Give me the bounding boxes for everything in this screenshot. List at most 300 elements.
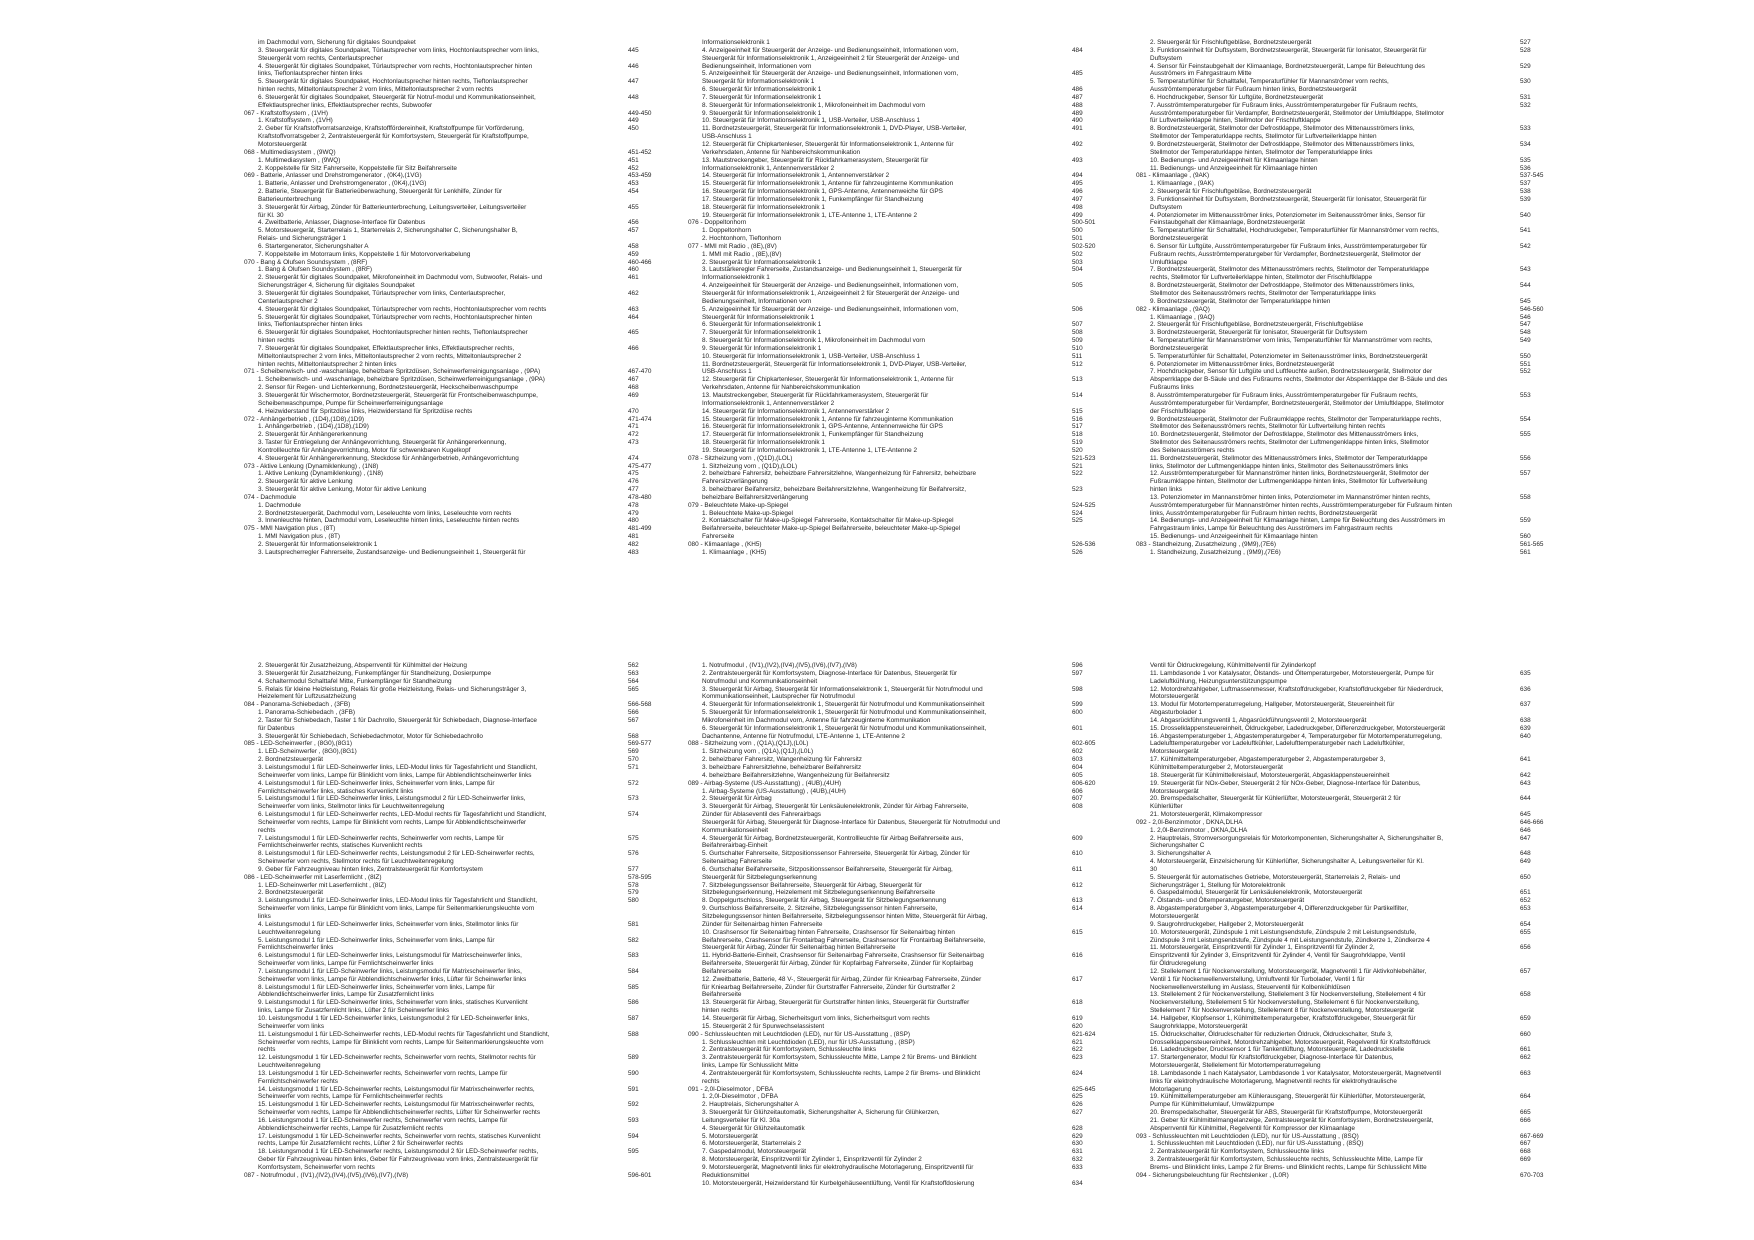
page-number	[1072, 384, 1132, 392]
entry-text: 15. Öldruckschalter, Öldruckschalter für reduzierten Öldruck, Öldruckschalter, Stufe 3,	[1150, 1030, 1393, 1038]
index-section-heading	[1136, 1132, 1580, 1141]
page-number	[628, 321, 688, 329]
entry-text: 5. Temperaturfühler für Schalttafel, Temperaturfühler für Mannanströmer vorn rechts,	[1150, 78, 1389, 86]
entry-text: Leuchtweitenregelung	[258, 1062, 321, 1070]
page-number: 657	[1520, 967, 1531, 975]
index-entry	[258, 1101, 688, 1109]
page-number: 617	[1072, 975, 1083, 983]
index-entry	[258, 188, 688, 196]
entry-text: Stellelement 7 für Nockenverstellung, Stellelement 8 für Nockenverstellung, Motorsteuergerät	[1150, 1007, 1414, 1015]
entry-text: 16. Ladedruckgeber, Drucksensor 1 für Tankentlüftung, Motorsteuergerät, Ladedruckstelle	[1150, 1046, 1405, 1054]
page-number: 560	[1520, 533, 1531, 541]
entry-text: 3. Zentralsteuergerät für Komfortsystem, Schlussleuchte Mitte, Lampe 2 für Brems- und Blinklicht	[702, 1054, 977, 1062]
entry-text: 082 - Klimaanlage , (9AQ)	[1136, 305, 1210, 313]
page-number: 527	[1520, 39, 1531, 46]
page-number: 614	[1072, 905, 1083, 913]
entry-text: 16. Leistungsmodul 1 für LED-Scheinwerfer rechts, Scheinwerfer vorn rechts, Lampe für	[258, 1116, 508, 1124]
entry-text: links, Ausströmtemperaturgeber für Fußraum hinten rechts, Bordnetzsteuergerät	[1150, 509, 1377, 517]
entry-text: der Frischluftklappe	[1150, 407, 1206, 415]
index-entry	[1150, 525, 1580, 533]
entry-text: Fernlichtscheinwerfer links, statisches Kurvenlicht links	[258, 787, 414, 795]
index-entry	[702, 533, 1132, 541]
index-entry	[702, 376, 1132, 384]
page-number: 456	[628, 219, 639, 227]
entry-text: 3. Steuergerät für Schiebedach, Schiebedachmotor, Motor für Schiebedachrollo	[258, 732, 483, 740]
page-number	[1072, 1007, 1132, 1015]
entry-text: 9. Bordnetzsteuergerät, Stellmotor der Fußraumklappe rechts, Stellmotor der Temperaturklappe rechts,	[1150, 415, 1442, 423]
page-number: 613	[1072, 897, 1083, 905]
page-number: 633	[1072, 1164, 1083, 1171]
page-number	[628, 905, 688, 913]
page-number: 670-703	[1520, 1171, 1544, 1179]
entry-text: 085 - LED-Scheinwerfer , (8G0),(8G1)	[244, 740, 352, 748]
page-number: 455	[628, 203, 639, 211]
index-entry	[258, 1070, 688, 1078]
page-number	[1520, 999, 1580, 1007]
page-number	[1072, 717, 1132, 725]
index-entry	[702, 282, 1132, 290]
page-number: 528	[1520, 46, 1531, 54]
index-entry	[702, 709, 1132, 717]
page-number: 531	[1520, 93, 1531, 101]
index-entry	[258, 858, 688, 866]
index-entry	[258, 361, 688, 369]
entry-text: Scheinwerfer vorn links	[258, 1022, 325, 1030]
entry-text: 12. Zweitbatterie, Batterie, 48 V-, Steuergerät für Airbag, Zünder für Kniearbag Fahrerseite, Zünder	[702, 975, 982, 983]
page-number	[1520, 764, 1580, 772]
page-number: 593	[628, 1116, 639, 1124]
index-entry	[258, 227, 688, 235]
index-entry	[1150, 227, 1580, 235]
entry-text: Ausströmers im Fahrgastraum Mitte	[1150, 70, 1252, 78]
page-number	[1520, 984, 1580, 992]
index-entry	[1150, 470, 1580, 478]
index-entry	[1150, 63, 1580, 71]
index-entry	[702, 227, 1132, 235]
entry-text: Absperrventil für Kühlmittel, Regelventil für Kompressor der Klimaanlage	[1150, 1124, 1355, 1132]
entry-text: Verkehrsdaten, Antenne für Nahbereichskommunikation	[702, 148, 861, 156]
entry-text: 7. Ausströmtemperaturgeber für Fußraum links, Ausströmtemperaturgeber für Fußraum rechts,	[1150, 101, 1418, 109]
page-number: 484	[1072, 46, 1083, 54]
page-number: 523	[1072, 486, 1083, 494]
page-number	[1520, 866, 1580, 874]
index-entry	[702, 337, 1132, 345]
page-number: 564	[628, 677, 639, 685]
index-entry	[702, 866, 1132, 874]
index-entry	[702, 525, 1132, 533]
entry-text: 1. Klimaanlage , (9AK)	[1150, 180, 1214, 188]
page-number	[1520, 149, 1580, 157]
entry-text: Scheinwerfer vorn links, Lampe für Fernlichtscheinwerfer links	[258, 960, 434, 968]
entry-text: Informationselektronik 1	[702, 274, 770, 282]
entry-text: Sitzbelegungssensor hinten Beifahrerseite, Sitzbelegungssensor hinten Mitte, Steuergerät für Airbag,	[702, 913, 988, 920]
entry-text: 2. Steuergerät für Zusatzheizung, Absperrventil für Kühlmittel der Heizung	[258, 662, 467, 669]
entry-text: Beifahrerairbag-Einheit	[702, 842, 768, 850]
index-entry	[1150, 345, 1580, 353]
page-number	[1072, 960, 1132, 968]
page-number	[1072, 298, 1132, 306]
index-entry	[702, 212, 1132, 220]
page-number	[628, 819, 688, 827]
entry-text: Scheinwerfer vorn links, Lampe für Blinklicht vorn links, Lampe für Abblendlichtscheinwerfer links	[258, 771, 532, 779]
index-entry	[258, 314, 688, 322]
entry-text: 5. Motorsteuergerät	[702, 1132, 758, 1140]
index-entry	[702, 478, 1132, 486]
page-number: 626	[1072, 1101, 1083, 1109]
page-number	[1520, 463, 1580, 471]
entry-text: 3. Steuergerät für Airbag, Zünder für Batterieunterbrechung, Leitungsverteiler, Leitungsverteiler	[258, 203, 527, 211]
entry-text: 093 - Schlussleuchten mit Leuchtdioden (LED), nur für US-Ausstattung , (8SQ)	[1136, 1132, 1359, 1140]
index-entry	[258, 541, 688, 549]
entry-text: 2. Koppelstelle für Sitz Fahrerseite, Koppelstelle für Sitz Beifahrerseite	[258, 164, 457, 172]
index-entry	[1150, 1031, 1580, 1039]
entry-text: 2. Batterie, Steuergerät für Batterieüberwachung, Steuergerät für Lenkhilfe, Zünder für	[258, 188, 503, 196]
index-entry	[258, 141, 688, 149]
page-number: 544	[1520, 282, 1531, 290]
page-number: 502-520	[1072, 242, 1096, 250]
page-number	[1520, 740, 1580, 748]
index-entry	[258, 1062, 688, 1070]
index-entry	[258, 709, 688, 717]
index-entry	[1150, 259, 1580, 267]
page-number: 630	[1072, 1140, 1083, 1148]
page-number: 500	[1072, 227, 1083, 235]
entry-text: 14. Steuergerät für Informationselektronik 1, Antennenverstärker 2	[702, 172, 890, 180]
page-number: 519	[1072, 439, 1083, 447]
page-number	[1520, 219, 1580, 227]
page-number	[628, 858, 688, 866]
index-entry	[1150, 842, 1580, 850]
page-number	[1520, 439, 1580, 447]
index-section-heading	[688, 1085, 1132, 1094]
page-number: 459	[628, 250, 639, 258]
entry-text: Ausströmtemperaturgeber für Verdampfer, Bordnetzsteuergerät, Stellmotor der Umluftklappe, Stellmotor	[1150, 399, 1445, 407]
page-number: 655	[1520, 928, 1531, 936]
page-number: 600	[1072, 709, 1083, 717]
entry-text: links, Lampe für Zusatzfernlicht links, Lüfter 2 für Scheinwerfer links	[258, 1007, 450, 1015]
index-entry	[702, 510, 1132, 518]
index-section-heading	[688, 541, 1132, 549]
page-number: 660	[1520, 1030, 1531, 1038]
page-number: 530	[1520, 78, 1531, 86]
page-number: 481-499	[628, 525, 652, 533]
entry-text: Bedienungseinheit, Informationen vorn	[702, 297, 812, 305]
page-number	[628, 282, 688, 290]
index-entry	[258, 937, 688, 945]
entry-text: Saugrohrklappe, Motorsteuergerät	[1150, 1022, 1248, 1030]
entry-text: 1. Kraftstoffsystem , (1VH)	[258, 117, 333, 125]
index-entry	[702, 314, 1132, 322]
entry-text: 4. Steuergerät für Airbag, Bordnetzsteuergerät, Kontrollleuchte für Airbag Beifahrerseite aus,	[702, 834, 964, 842]
entry-text: Duftsystem	[1150, 54, 1182, 62]
page-number	[1072, 314, 1132, 322]
entry-text: 5. Steuergerät für Informationselektronik 1, Steuergerät für Notrufmodul und Kommunikationseinheit,	[702, 709, 987, 717]
entry-text: 5. Anzeigeeinheit für Steuergerät der Anzeige- und Bedienungseinheit, Informationen vorn,	[702, 305, 959, 313]
page-number: 478	[628, 501, 639, 509]
page-number: 586	[628, 999, 639, 1007]
page-number: 545	[1520, 297, 1531, 305]
index-entry	[1150, 423, 1580, 431]
index-entry	[258, 1125, 688, 1133]
entry-text: 089 - Airbag-Systeme (US-Ausstattung) , (4UB),(4UH)	[688, 779, 842, 787]
page-number: 664	[1520, 1093, 1531, 1101]
index-entry	[258, 929, 688, 937]
page-number: 648	[1520, 850, 1531, 858]
page-number	[628, 1093, 688, 1101]
page-number: 622	[1072, 1046, 1083, 1054]
entry-text: 4. Steuergerät für Glühzeitautomatik	[702, 1124, 805, 1132]
entry-text: Motorsteuergerät	[1150, 913, 1199, 920]
index-entry	[1150, 1023, 1580, 1031]
entry-text: 7. Steuergerät für Informationselektronik 1	[702, 93, 822, 101]
entry-text: 3. beheizbare Fahrersitzlehne, beheizbarer Beifahrersitz	[702, 763, 862, 771]
page-number	[1520, 525, 1580, 533]
page-number: 567	[628, 716, 639, 724]
index-entry	[1150, 1125, 1580, 1133]
page-number	[1520, 274, 1580, 282]
index-entry	[1150, 274, 1580, 282]
index-entry	[258, 842, 688, 850]
page-number	[1072, 733, 1132, 741]
page-number: 465	[628, 329, 639, 337]
index-entry	[702, 204, 1132, 212]
index-entry	[702, 298, 1132, 306]
index-entry	[1150, 1054, 1580, 1062]
page-number: 646	[1520, 826, 1531, 834]
page-number	[1072, 921, 1132, 929]
page-number: 498	[1072, 203, 1083, 211]
entry-text: 092 - 2,0l-Benzinmotor , DKNA,DLHA	[1136, 818, 1243, 826]
page-number: 542	[1520, 242, 1531, 250]
entry-text: 10. Steuergerät für Informationselektronik 1, USB-Verteiler, USB-Anschluss 1	[702, 117, 921, 125]
entry-text: 4. Steuergerät für Anhängererkennung, Steckdose für Anhängerbetrieb, Anhängevorrichtung	[258, 454, 519, 462]
page-number: 596	[1072, 662, 1083, 669]
page-number	[1520, 510, 1580, 518]
entry-text: 3. Lautstärkeregler Fahrerseite, Zustandsanzeige- und Bedienungseinheit 1, Steuergerät für	[702, 266, 963, 274]
index-entry	[258, 502, 688, 510]
index-entry	[1150, 999, 1580, 1007]
entry-text: 1. Dachmodule	[258, 501, 301, 509]
index-entry	[702, 165, 1132, 173]
page-number	[1072, 874, 1132, 882]
page-number	[1520, 1007, 1580, 1015]
entry-text: 5. Steuergerät für automatisches Getriebe, Motorsteuergerät, Starterrelais 2, Relais- und	[1150, 873, 1401, 881]
index-entry	[258, 1093, 688, 1101]
page-number	[1520, 1039, 1580, 1047]
index-entry	[258, 835, 688, 843]
index-entry	[258, 337, 688, 345]
index-entry	[1150, 517, 1580, 525]
index-entry	[258, 827, 688, 835]
entry-text: 6. Startergenerator, Sicherungshalter A	[258, 242, 369, 250]
index-entry	[1150, 94, 1580, 102]
index-section-heading	[688, 219, 1132, 227]
index-entry	[1150, 439, 1580, 447]
index-entry	[702, 827, 1132, 835]
entry-text: 2. Hochtonhorn, Tieftonhorn	[702, 235, 782, 243]
entry-text: 21. Geber für Kühlmittelmangelanzeige, Zentralsteuergerät für Komfortsystem, Bordnetzsteuergerät,	[1150, 1116, 1434, 1124]
page-number: 624	[1072, 1069, 1083, 1077]
entry-text: Scheinwerfer vorn rechts, Lampe für Blinklicht vorn rechts, Lampe für Abblendlichtscheinwerfer	[258, 818, 527, 826]
page-number	[1520, 408, 1580, 416]
page-number: 579	[628, 889, 639, 897]
index-entry	[702, 157, 1132, 165]
entry-text: 6. Potenziometer im Mittenausströmer links, Bordnetzsteuergerät	[1150, 360, 1334, 368]
entry-text: Stellmotor des Seitenausströmers rechts, Stellmotor für Luftverteilung hinten rechts	[1150, 423, 1386, 431]
page-number	[1072, 149, 1132, 157]
entry-text: Stellmotor der Temperaturklappe hinten, Stellmotor der Temperaturklappe links	[1150, 148, 1373, 156]
page-number: 514	[1072, 391, 1083, 399]
page-number	[628, 944, 688, 952]
index-entry	[258, 219, 688, 227]
entry-text: links, Tieftonlautsprecher hinten links	[258, 321, 363, 329]
entry-text: 9. Steuergerät für Informationselektronik 1	[702, 344, 822, 352]
page-number: 481	[628, 533, 639, 541]
entry-text: 4. Steuergerät für Informationselektronik 1, Steuergerät für Notrufmodul und Kommunikationseinheit	[702, 701, 985, 709]
entry-text: 11. Leistungsmodul 1 für LED-Scheinwerfer rechts, LED-Modul rechts für Tagesfahrlicht und Standlicht,	[258, 1030, 550, 1038]
page-number: 535	[1520, 156, 1531, 164]
entry-text: 14. Hallgeber, Klopfsensor 1, Kühlmitteltemperaturgeber, Kraftstoffdruckgeber, Steuergerät für	[1150, 1014, 1416, 1022]
index-entry	[258, 517, 688, 525]
index-section-heading	[688, 242, 1132, 251]
entry-text: Scheinwerfer vorn rechts, Stellmotor rechts für Leuchtweitenregelung	[258, 858, 454, 866]
entry-text: 5. Leistungsmodul 1 für LED-Scheinwerfer links, Scheinwerfer vorn links, Lampe für	[258, 936, 495, 944]
page-number	[1072, 1117, 1132, 1125]
entry-text: 2. Steuergerät für aktive Lenkung	[258, 478, 353, 486]
index-entry	[702, 384, 1132, 392]
page-number	[628, 1078, 688, 1086]
page-number	[1520, 1164, 1580, 1172]
page-number: 575	[628, 834, 639, 842]
page-number: 460-466	[628, 258, 652, 266]
entry-text: 15. Leistungsmodul 1 für LED-Scheinwerfer rechts, Leistungsmodul für Matrixscheinwerfer rechts,	[258, 1101, 535, 1109]
page-number: 451-452	[628, 148, 652, 156]
page-number: 599	[1072, 701, 1083, 709]
entry-text: links, Stellmotor der Luftmengenklappe hinten links, Stellmotor des Seitenausströmers links	[1150, 462, 1409, 470]
page-number	[1072, 63, 1132, 71]
entry-text: 20. Bremspedalschalter, Steuergerät für ABS, Steuergerät für Kraftstoffpumpe, Motorsteuergerät	[1150, 1109, 1423, 1117]
index-entry	[258, 282, 688, 290]
page-number	[1072, 525, 1132, 533]
index-entry	[258, 717, 688, 725]
index-entry	[258, 212, 688, 220]
page-number: 540	[1520, 211, 1531, 219]
index-entry	[702, 913, 1132, 921]
entry-text: Duftsystem	[1150, 203, 1182, 211]
index-entry	[1150, 266, 1580, 274]
page-number	[628, 1109, 688, 1117]
entry-text: 11. Hybrid-Batterie-Einheit, Crashsensor für Seitenairbag Fahrerseite, Crashsensor für Seitenairbag	[702, 952, 984, 960]
page-number: 583	[628, 952, 639, 960]
index-entry	[1150, 929, 1580, 937]
index-entry	[1150, 39, 1580, 47]
index-entry	[258, 897, 688, 905]
entry-text: Kontrollleuchte für Anhängevorrichtung, Motor für schwenkbaren Kugelkopf	[258, 446, 471, 454]
page-number: 650	[1520, 873, 1531, 881]
page-number	[1072, 693, 1132, 701]
entry-text: 7. Sitzbelegungssensor Beifahrerseite, Steuergerät für Airbag, Steuergerät für	[702, 881, 922, 889]
entry-text: 1. LED-Scheinwerfer mit Laserfernlicht , (8IZ)	[258, 881, 387, 889]
index-entry	[1150, 835, 1580, 843]
page-number: 597	[1072, 669, 1083, 677]
index-entry	[258, 968, 688, 976]
entry-text: 8. Abgastemperaturgeber 3, Abgastemperaturgeber 4, Differenzdruckgeber für Partikelfilter,	[1150, 905, 1409, 913]
index-entry	[258, 549, 688, 557]
index-entry	[258, 693, 688, 701]
entry-text: Beifahrerseite, Steuergerät für Airbag, Zünder für Kopfairbag Fahrerseite, Zünder für Kopfairbag	[702, 960, 974, 968]
index-entry	[1150, 764, 1580, 772]
page-number	[628, 39, 688, 47]
index-entry	[1150, 298, 1580, 306]
entry-text: 3. Lautsprecherregler Fahrerseite, Zustandsanzeige- und Bedienungseinheit 1, Steuergerät für	[258, 548, 526, 556]
entry-text: 10. Crashsensor für Seitenairbag hinten Fahrerseite, Crashsensor für Seitenairbag hinten	[702, 928, 955, 936]
index-entry	[1150, 416, 1580, 424]
index-entry	[258, 1023, 688, 1031]
index-entry	[1150, 243, 1580, 251]
index-entry	[702, 1164, 1132, 1172]
page-number: 467-470	[628, 368, 652, 376]
index-section-heading	[244, 368, 688, 376]
page-number: 602	[1072, 748, 1083, 756]
entry-text: 3. Steuergerät für digitales Soundpaket, Türlautsprecher vorn links, Centerlautsprecher,	[258, 290, 506, 297]
page-number: 623	[1072, 1054, 1083, 1062]
entry-text: 10. Bordnetzsteuergerät, Stellmotor der Defrostklappe, Stellmotor des Mittenausströmers links,	[1150, 431, 1419, 439]
page-number: 537-545	[1520, 172, 1544, 180]
page-number	[1520, 748, 1580, 756]
page-number: 499	[1072, 211, 1083, 219]
entry-text: Leitungsverteiler für Kl. 30a	[702, 1116, 780, 1124]
index-entry	[702, 110, 1132, 118]
entry-text: 076 - Doppeltonhorn	[688, 219, 747, 227]
entry-text: 9. Gurtschloss Beifahrerseite, 2. Sitzreihe, Sitzbelegungssensor hinten Fahrerseite,	[702, 905, 938, 913]
page-number	[1072, 984, 1132, 992]
entry-text: 1. Notrufmodul , (IV1),(IV2),(IV4),(IV5),(IV6),(IV7),(IV8)	[702, 662, 857, 669]
index-entry	[258, 235, 688, 243]
page-number: 557	[1520, 470, 1531, 478]
entry-text: Umluftklappe	[1150, 258, 1188, 266]
entry-text: Batterieunterbrechung	[258, 195, 322, 203]
index-entry	[258, 678, 688, 686]
entry-text: für Datenbus	[258, 724, 295, 732]
page-number	[1072, 1078, 1132, 1086]
entry-text: 5. Gurtschalter Fahrerseite, Sitzpositionssensor Fahrerseite, Steuergerät für Airbag, Zünder für	[702, 850, 970, 858]
index-entry	[258, 1148, 688, 1156]
entry-text: 18. Steuergerät für Informationselektronik 1	[702, 439, 825, 447]
entry-text: Dachantenne, Antenne für Notrufmodul, LTE-Antenne 1, LTE-Antenne 2	[702, 732, 905, 740]
index-section-heading	[1136, 818, 1580, 827]
page-number	[1520, 1125, 1580, 1133]
index-entry	[258, 486, 688, 494]
page-number: 589	[628, 1054, 639, 1062]
index-entry	[702, 494, 1132, 502]
page-number	[1072, 1172, 1132, 1180]
entry-text: 17. Steuergerät für Informationselektronik 1, Funkempfänger für Standheizung	[702, 195, 924, 203]
index-entry	[702, 944, 1132, 952]
page-number	[628, 361, 688, 369]
page-number	[1520, 117, 1580, 125]
index-entry	[702, 141, 1132, 149]
entry-text: 11. Bordnetzsteuergerät, Stellmotor des Mittenausströmers links, Stellmotor der Temperaturklappe	[1150, 454, 1428, 462]
entry-text: 6. Steuergerät für digitales Soundpaket, Hochtonlautsprecher hinten rechts, Tieftonlautsprecher	[258, 329, 528, 337]
index-entry	[1150, 494, 1580, 502]
index-entry	[258, 376, 688, 384]
index-entry	[258, 1039, 688, 1047]
page-number	[628, 842, 688, 850]
page-number: 608	[1072, 803, 1083, 811]
entry-text: Sicherungshalter C	[1150, 842, 1205, 850]
page-number	[1520, 235, 1580, 243]
index-entry	[702, 811, 1132, 819]
